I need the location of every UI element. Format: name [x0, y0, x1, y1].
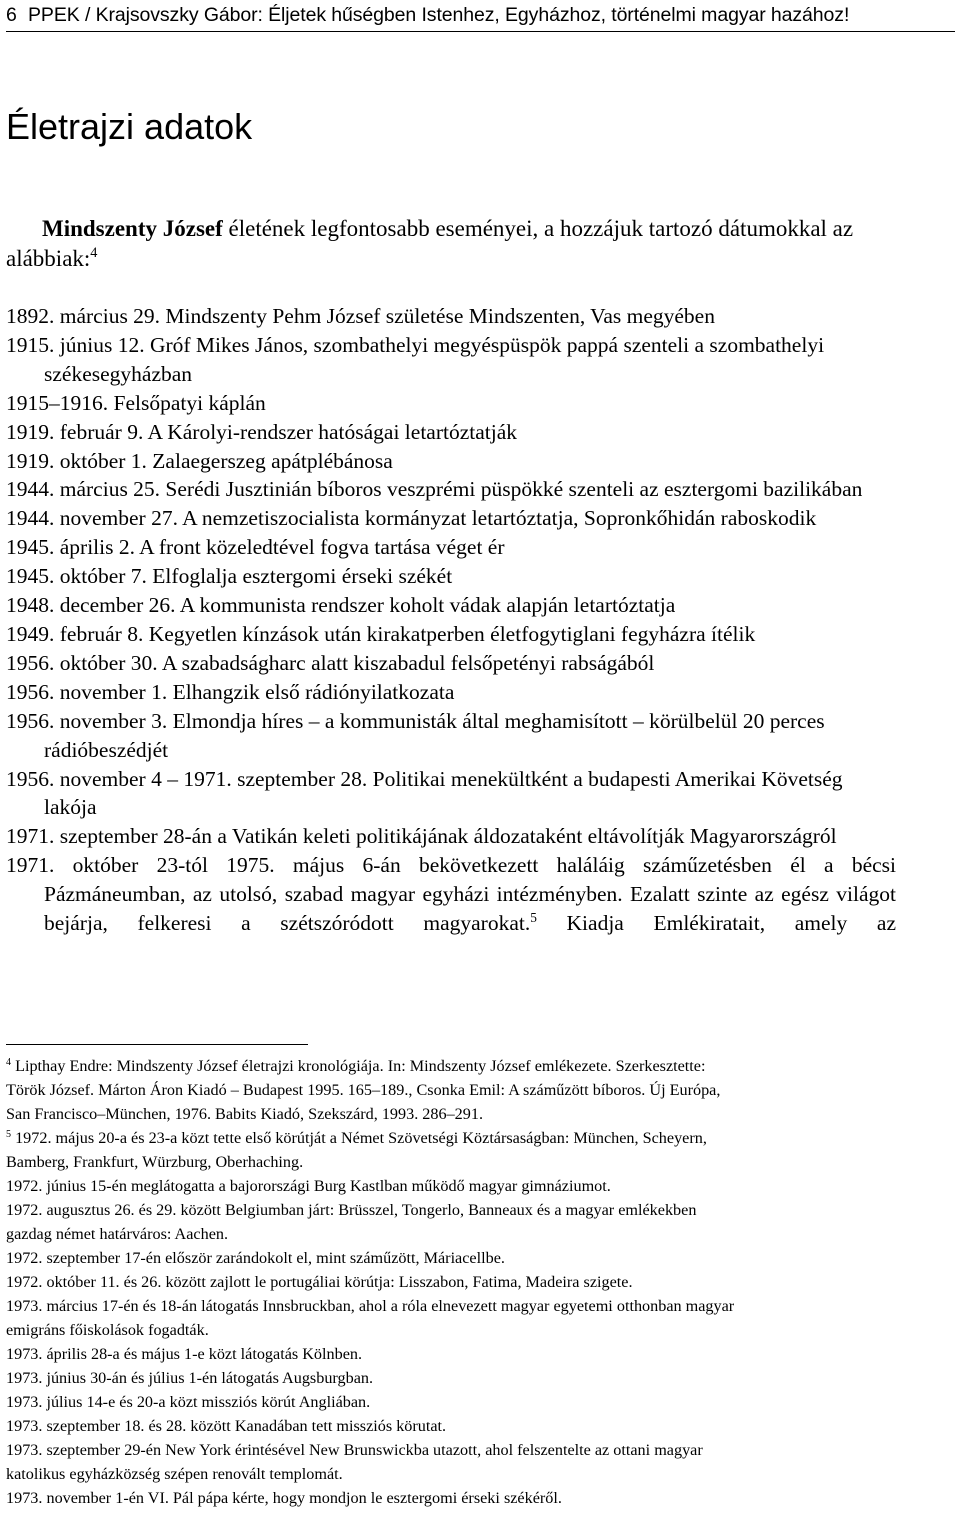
event-item: 1919. október 1. Zalaegerszeg apátplébánosa — [6, 448, 393, 473]
footnote-5-line: Bamberg, Frankfurt, Würzburg, Oberhaching. — [6, 1153, 304, 1171]
footnote-4-mark: 4 — [6, 1056, 12, 1068]
footnote-5-line: 1973. november 1-én VI. Pál pápa kérte, hogy mondjon le esztergomi érseki székéről. — [6, 1489, 562, 1507]
event-item: 1956. november 4 – 1971. szeptember 28. Politikai menekültként a budapesti Amerikai Követség lakója — [6, 766, 843, 820]
event-item: 1944. november 27. A nemzetiszocialista kormányzat letartóztatja, Sopronkőhidán raboskodik — [6, 506, 817, 531]
footnote-4-line — [6, 1054, 916, 1078]
event-item: 1944. március 25. Serédi Jusztinián bíboros veszprémi püspökké szenteli az esztergomi bazilikában — [6, 477, 863, 502]
intro-text-1: életének legfontosabb eseményei, a hozzájuk tartozó dátumokkal az — [222, 216, 854, 241]
footnote-5-line — [6, 1126, 916, 1150]
last-event-continuation: Kiadja Emlékiratait, amely az — [536, 911, 896, 936]
page-title: Életrajzi adatok — [6, 106, 253, 147]
footnote-ref-5[interactable]: 5 — [530, 909, 537, 925]
event-item: 1915–1916. Felsőpatyi káplán — [6, 390, 266, 415]
running-header — [6, 3, 956, 27]
footnote-5-line: 1972. szeptember 17-én először zarándokolt el, mint száműzött, Máriacellbe. — [6, 1249, 505, 1267]
page-number: 6 — [6, 4, 17, 26]
event-item: 1945. április 2. A front közeledtével fogva tartása véget ér — [6, 535, 505, 560]
event-item: 1919. február 9. A Károlyi-rendszer hatóságai letartóztatják — [6, 419, 518, 444]
footnote-5-line: 1972. október 11. és 26. között zajlott le portugáliai körútja: Lisszabon, Fatima, Madeira szigete. — [6, 1273, 633, 1291]
footnote-5-line: 1973. július 14-e és 20-a közt missziós körút Angliában. — [6, 1393, 371, 1411]
event-item: 1915. június 12. Gróf Mikes János, szombathelyi megyéspüspök pappá szenteli a szombathelyi székesegyházban — [6, 332, 825, 386]
footnotes — [6, 1054, 916, 1510]
intro-line-1 — [6, 214, 936, 244]
event-item: 1956. november 3. Elmondja híres – a kommunisták által meghamisított – körülbelül 20 perces rádióbeszédjét — [6, 708, 825, 762]
footnote-5-line: gazdag német határváros: Aachen. — [6, 1225, 229, 1243]
event-item-last — [6, 851, 896, 938]
event-item: 1945. október 7. Elfoglalja esztergomi érseki székét — [6, 564, 453, 589]
footnote-5-line: emigráns főiskolások fogadták. — [6, 1321, 209, 1339]
footnote-4-text: Lipthay Endre: Mindszenty József életrajzi kronológiája. In: Mindszenty József emlékezete. Szerkesztette: — [11, 1057, 706, 1075]
footnote-5-line: katolikus egyházközség szépen renovált templomát. — [6, 1465, 343, 1483]
last-event-text: 1971. október 23-tól 1975. május 6-án bekövetkezett haláláig száműzetésben él a bécsi Pázmáneumban, az utolsó, szabad magyar egyházi intézményben. Ezalatt szinte az egész világot bejárja, felkeresi a szétszóródott magyarokat. — [6, 853, 896, 936]
intro-line-2 — [6, 244, 936, 274]
footnote-5-line: 1972. augusztus 26. és 29. között Belgiumban járt: Brüsszel, Tongerlo, Banneaux és a magyar emlékekben — [6, 1201, 697, 1219]
footnote-5-line: 1973. március 17-én és 18-án látogatás Innsbruckban, ahol a róla elnevezett magyar egyetemi otthonban magyar — [6, 1297, 735, 1315]
footnote-4-line: San Francisco–München, 1976. Babits Kiadó, Szekszárd, 1993. 286–291. — [6, 1105, 484, 1123]
event-item: 1956. november 1. Elhangzik első rádiónyilatkozata — [6, 679, 455, 704]
event-item: 1949. február 8. Kegyetlen kínzások után kirakatperben életfogytiglani fegyházra ítélik — [6, 621, 756, 646]
footnote-5-line: 1973. április 28-a és május 1-e közt látogatás Kölnben. — [6, 1345, 363, 1363]
event-item: 1948. december 26. A kommunista rendszer koholt vádak alapján letartóztatja — [6, 593, 676, 618]
event-item: 1892. március 29. Mindszenty Pehm József születése Mindszenten, Vas megyében — [6, 304, 715, 328]
footnote-5-line: 1973. szeptember 29-én New York érintésével New Brunswickba utazott, ahol felszentelte az ottani magyar — [6, 1441, 703, 1459]
footnote-separator — [6, 1044, 308, 1045]
footnote-5-line: 1973. június 30-án és július 1-én látogatás Augsburgban. — [6, 1369, 374, 1387]
event-item: 1971. szeptember 28-án a Vatikán keleti politikájának áldozataként eltávolítják Magyarországról — [6, 824, 837, 849]
footnote-5-line: 1973. szeptember 18. és 28. között Kanadában tett missziós körutat. — [6, 1417, 447, 1435]
events-list — [6, 302, 896, 938]
intro-paragraph — [6, 214, 936, 274]
intro-name: Mindszenty József — [42, 216, 223, 241]
running-header-text: PPEK / Krajsovszky Gábor: Éljetek hűségben Istenhez, Egyházhoz, történelmi magyar hazához! — [28, 4, 850, 26]
footnote-5-text: 1972. május 20-a és 23-a közt tette első körútját a Német Szövetségi Köztársaságban: München, Scheyern, — [11, 1129, 707, 1147]
footnote-5-mark: 5 — [6, 1128, 12, 1140]
intro-text-2: alábbiak: — [6, 246, 91, 271]
header-rule — [6, 31, 955, 32]
footnote-ref-4[interactable]: 4 — [90, 245, 98, 262]
footnote-4-line: Török József. Márton Áron Kiadó – Budapest 1995. 165–189., Csonka Emil: A száműzött bíboros. Új Európa, — [6, 1081, 721, 1099]
footnote-5-line: 1972. június 15-én meglátogatta a bajorországi Burg Kastlban működő magyar gimnáziumot. — [6, 1177, 611, 1195]
event-item: 1956. október 30. A szabadságharc alatt kiszabadul felsőpetényi rabságából — [6, 650, 655, 675]
